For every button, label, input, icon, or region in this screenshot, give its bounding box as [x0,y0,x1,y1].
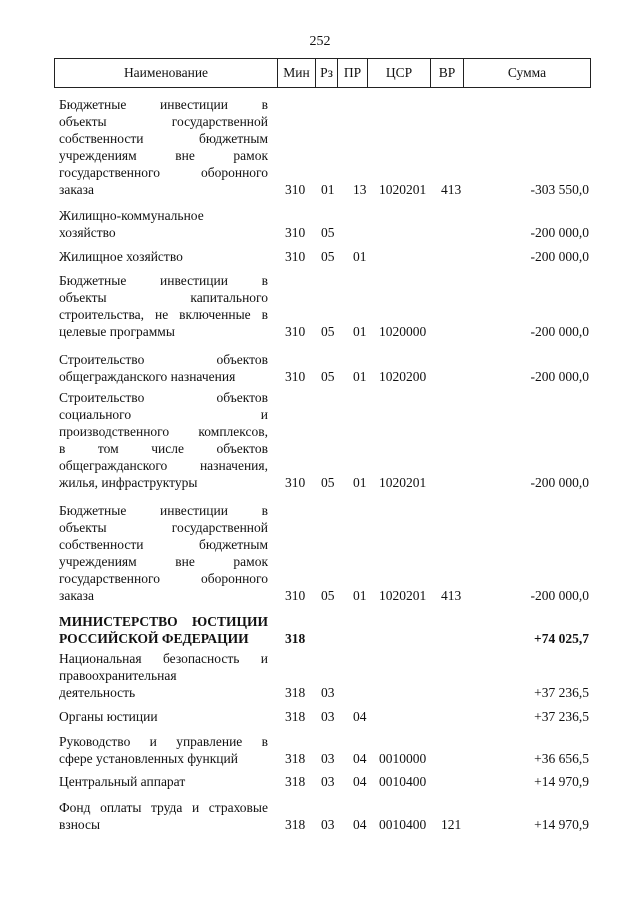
row-rz: 05 [321,324,335,339]
row-pr: 01 [353,475,367,490]
row-rz: 05 [321,588,335,603]
row-name [59,389,268,491]
row-min: 310 [285,249,306,264]
row-name [59,613,268,647]
row-csr: 0010400 [379,774,427,789]
row-csr: 0010400 [379,817,427,832]
row-name-line: социального и [59,407,268,422]
row-name-line: Бюджетные инвестиции в [59,97,268,112]
row-name [59,96,268,198]
row-name-line: Национальная безопасность и [59,651,268,666]
row-pr: 04 [353,774,367,789]
row-rz: 05 [321,225,335,240]
row-name-line: объекты государственной [59,520,268,535]
row-min: 318 [285,709,306,724]
row-rz: 03 [321,817,335,832]
table-header [54,58,591,88]
row-min: 310 [285,369,306,384]
row-name [59,248,268,265]
row-name-line: деятельность [59,685,136,700]
table-row [59,708,589,725]
row-min: 318 [285,685,306,700]
table-row [59,351,589,385]
row-name-line: государственного оборонного [59,571,268,586]
row-rz: 05 [321,369,335,384]
table-row [59,207,589,241]
row-min: 318 [285,751,306,766]
header-min: Мин [277,59,315,87]
table-row [59,272,589,340]
row-name-line: Органы юстиции [59,709,158,724]
row-name-line: МИНИСТЕРСТВО ЮСТИЦИИ [59,614,268,629]
row-name-line: объекты государственной [59,114,268,129]
row-name [59,708,268,725]
row-rz: 05 [321,249,335,264]
row-name [59,272,268,340]
row-name-line: общегражданского назначения, [59,458,268,473]
table-row [59,613,589,647]
row-pr: 01 [353,249,367,264]
row-name-line: взносы [59,817,101,832]
row-name-line: общегражданского назначения [59,369,236,384]
row-min: 318 [285,817,306,832]
row-name-line: Бюджетные инвестиции в [59,273,268,288]
row-sum: +14 970,9 [534,817,589,832]
table-row [59,799,589,833]
row-name-line: Строительство объектов [59,390,268,405]
table-row [59,733,589,767]
row-name-line: Бюджетные инвестиции в [59,503,268,518]
header-csr: ЦСР [367,59,430,87]
row-min: 310 [285,588,306,603]
row-sum: -200 000,0 [530,369,589,384]
row-name-line: строительства, не включенные в [59,307,268,322]
row-name-line: государственного оборонного [59,165,268,180]
row-pr: 04 [353,751,367,766]
row-min: 310 [285,225,306,240]
row-name-line: заказа [59,588,94,603]
row-name-line: Руководство и управление в [59,734,268,749]
row-min: 318 [285,774,306,789]
row-csr: 1020200 [379,369,427,384]
row-pr: 01 [353,324,367,339]
row-name-line: сфере установленных функций [59,751,238,766]
row-name [59,351,268,385]
row-vr: 413 [441,182,462,197]
row-min: 310 [285,182,306,197]
row-rz: 03 [321,751,335,766]
row-name [59,773,268,790]
row-sum: -200 000,0 [530,324,589,339]
row-name-line: учреждениям вне рамок [59,148,268,163]
page-number: 252 [309,34,331,49]
table-row [59,389,589,491]
row-csr: 1020201 [379,182,427,197]
row-pr: 01 [353,369,367,384]
row-name-line: в том числе объектов [59,441,268,456]
row-name-line: Фонд оплаты труда и страховые [59,800,268,815]
row-name [59,799,268,833]
row-name-line: жилья, инфраструктуры [59,475,198,490]
row-csr: 1020201 [379,588,427,603]
row-name-line: хозяйство [59,225,116,240]
row-name [59,207,268,241]
header-pr: ПР [337,59,367,87]
table-row [59,650,589,701]
row-name [59,733,268,767]
row-name-line: заказа [59,182,94,197]
header-rz: Рз [315,59,337,87]
header-sum: Сумма [463,59,590,87]
row-name-line: объекты капитального [59,290,268,305]
row-name-line: учреждениям вне рамок [59,554,268,569]
row-sum: +37 236,5 [534,709,589,724]
row-sum: +36 656,5 [534,751,589,766]
row-rz: 03 [321,774,335,789]
row-name-line: целевые программы [59,324,175,339]
row-sum: -200 000,0 [530,588,589,603]
row-pr: 04 [353,709,367,724]
table-row [59,502,589,604]
row-sum: +14 970,9 [534,774,589,789]
row-name-line: собственности бюджетным [59,131,268,146]
row-name-line: производственного комплексов, [59,424,268,439]
row-sum: -303 550,0 [530,182,589,197]
row-name-line: Жилищное хозяйство [59,249,183,264]
row-min: 310 [285,324,306,339]
row-name-line: правоохранительная [59,668,177,683]
row-rz: 05 [321,475,335,490]
row-name [59,502,268,604]
row-name-line: Центральный аппарат [59,774,186,789]
row-name-line: собственности бюджетным [59,537,268,552]
row-sum: -200 000,0 [530,249,589,264]
row-csr: 0010000 [379,751,427,766]
row-name-line: РОССИЙСКОЙ ФЕДЕРАЦИИ [59,631,249,646]
row-pr: 01 [353,588,367,603]
table-row [59,248,589,265]
header-name: Наименование [123,65,209,80]
row-name-line: Жилищно-коммунальное [59,208,204,223]
header-vr: ВР [430,59,463,87]
row-name-line: Строительство объектов [59,352,268,367]
row-sum: -200 000,0 [530,475,589,490]
row-csr: 1020201 [379,475,427,490]
row-sum: +37 236,5 [534,685,589,700]
table-row [59,773,589,790]
row-csr: 1020000 [379,324,427,339]
row-sum: +74 025,7 [534,631,589,646]
row-rz: 01 [321,182,335,197]
table-row [59,96,589,198]
row-pr: 04 [353,817,367,832]
row-pr: 13 [353,182,367,197]
row-rz: 03 [321,685,335,700]
row-min: 318 [285,631,306,646]
row-sum: -200 000,0 [530,225,589,240]
row-vr: 413 [441,588,462,603]
row-min: 310 [285,475,306,490]
row-vr: 121 [441,817,462,832]
row-rz: 03 [321,709,335,724]
row-name [59,650,268,701]
